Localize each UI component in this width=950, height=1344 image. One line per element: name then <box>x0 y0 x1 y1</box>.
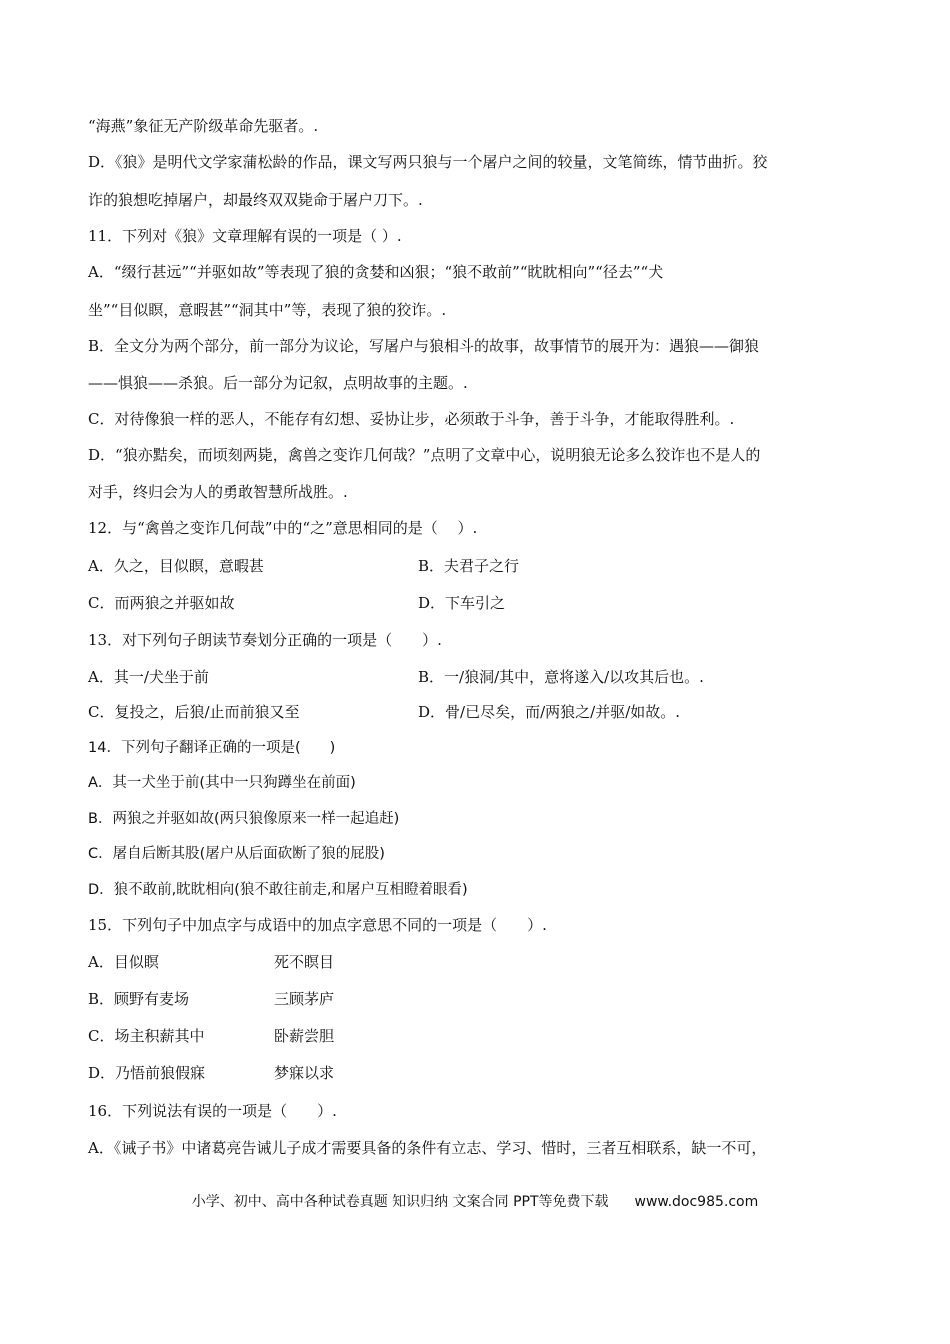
question-14-title: 14．下列句子翻译正确的一项是( ) <box>88 740 336 756</box>
q15-idiom-b: 三顾茅庐 <box>274 990 335 1008</box>
q15-idiom-c: 卧薪尝胆 <box>274 1027 335 1045</box>
text-line: 对手，终归会为人的勇敢智慧所战胜。. <box>88 483 348 501</box>
text-line: D．《狼》是明代文学家蒲松龄的作品，课文写两只狼与一个屠户之间的较量，文笔简练，情节曲折。狡 <box>88 153 768 171</box>
footer-text: 小学、初中、高中各种试卷真题 知识归纳 文案合同 PPT等免费下载 <box>191 1194 609 1210</box>
text-line: 坐”“目似瞑，意暇甚”“洞其中”等，表现了狼的狡诈。. <box>88 301 447 319</box>
text-line: “海燕”象征无产阶级革命先驱者。. <box>88 117 319 135</box>
q12-option-b: B．夫君子之行 <box>418 557 520 575</box>
q13-option-d: D．骨/已尽矣，而/两狼之/并驱/如故。. <box>418 703 681 721</box>
q14-option-a: A．其一犬坐于前(其中一只狗蹲坐在前面) <box>88 775 356 791</box>
q15-option-d: D．乃悟前狼假寐 <box>88 1064 206 1082</box>
q12-option-d: D．下车引之 <box>418 594 506 612</box>
q15-option-a: A．目似瞑 <box>88 953 159 971</box>
q13-option-a: A．其一/犬坐于前 <box>88 668 209 686</box>
q12-option-c: C．而两狼之并驱如故 <box>88 594 235 612</box>
question-15-title: 15．下列句子中加点字与成语中的加点字意思不同的一项是（ ）. <box>88 916 547 934</box>
q15-idiom-a: 死不瞑目 <box>274 953 335 971</box>
q13-option-b: B．一/狼洞/其中，意将遂入/以攻其后也。. <box>418 668 704 686</box>
q12-option-a: A．久之，目似瞑，意暇甚 <box>88 557 264 575</box>
question-12-title: 12．与“禽兽之变诈几何哉”中的“之”意思相同的是（ ）. <box>88 519 478 537</box>
page-footer <box>0 1191 950 1211</box>
text-line: B．全文分为两个部分，前一部分为议论，写屠户与狼相斗的故事，故事情节的展开为：遇狼——御狼 <box>88 337 760 355</box>
text-line: D．“狼亦黠矣，而顷刻两毙，禽兽之变诈几何哉？”点明了文章中心，说明狼无论多么狡诈也不是人的 <box>88 446 761 464</box>
text-line: A．“缀行甚远”“并驱如故”等表现了狼的贪婪和凶狠；“狼不敢前”“眈眈相向”“径去”“犬 <box>88 263 664 281</box>
q13-option-c: C．复投之，后狼/止而前狼又至 <box>88 703 300 721</box>
q14-option-b: B．两狼之并驱如故(两只狼像原来一样一起追赶) <box>88 811 400 827</box>
text-line: 诈的狼想吃掉屠户，却最终双双毙命于屠户刀下。. <box>88 191 423 209</box>
q15-option-b: B．顾野有麦场 <box>88 990 190 1008</box>
q14-option-c: C．屠自后断其股(屠户从后面砍断了狼的屁股) <box>88 846 385 862</box>
footer-url[interactable]: www.doc985.com <box>634 1194 759 1210</box>
q16-option-a: A．《诫子书》中诸葛亮告诫儿子成才需要具备的条件有立志、学习、惜时，三者互相联系，缺一不可， <box>88 1139 767 1157</box>
text-line: C．对待像狼一样的恶人，不能存有幻想、妥协让步，必须敢于斗争，善于斗争，才能取得胜利。. <box>88 410 735 428</box>
question-13-title: 13．对下列句子朗读节奏划分正确的一项是（ ）. <box>88 631 442 649</box>
question-16-title: 16．下列说法有误的一项是（ ）. <box>88 1102 337 1120</box>
q15-option-c: C．场主积薪其中 <box>88 1027 205 1045</box>
q15-idiom-d: 梦寐以求 <box>274 1064 335 1082</box>
q14-option-d: D．狼不敢前,眈眈相向(狼不敢往前走,和屠户互相瞪着眼看) <box>88 882 468 898</box>
question-11-title: 11．下列对《狼》文章理解有误的一项是（ ）. <box>88 227 402 245</box>
text-line: ——惧狼——杀狼。后一部分为记叙，点明故事的主题。. <box>88 374 468 392</box>
